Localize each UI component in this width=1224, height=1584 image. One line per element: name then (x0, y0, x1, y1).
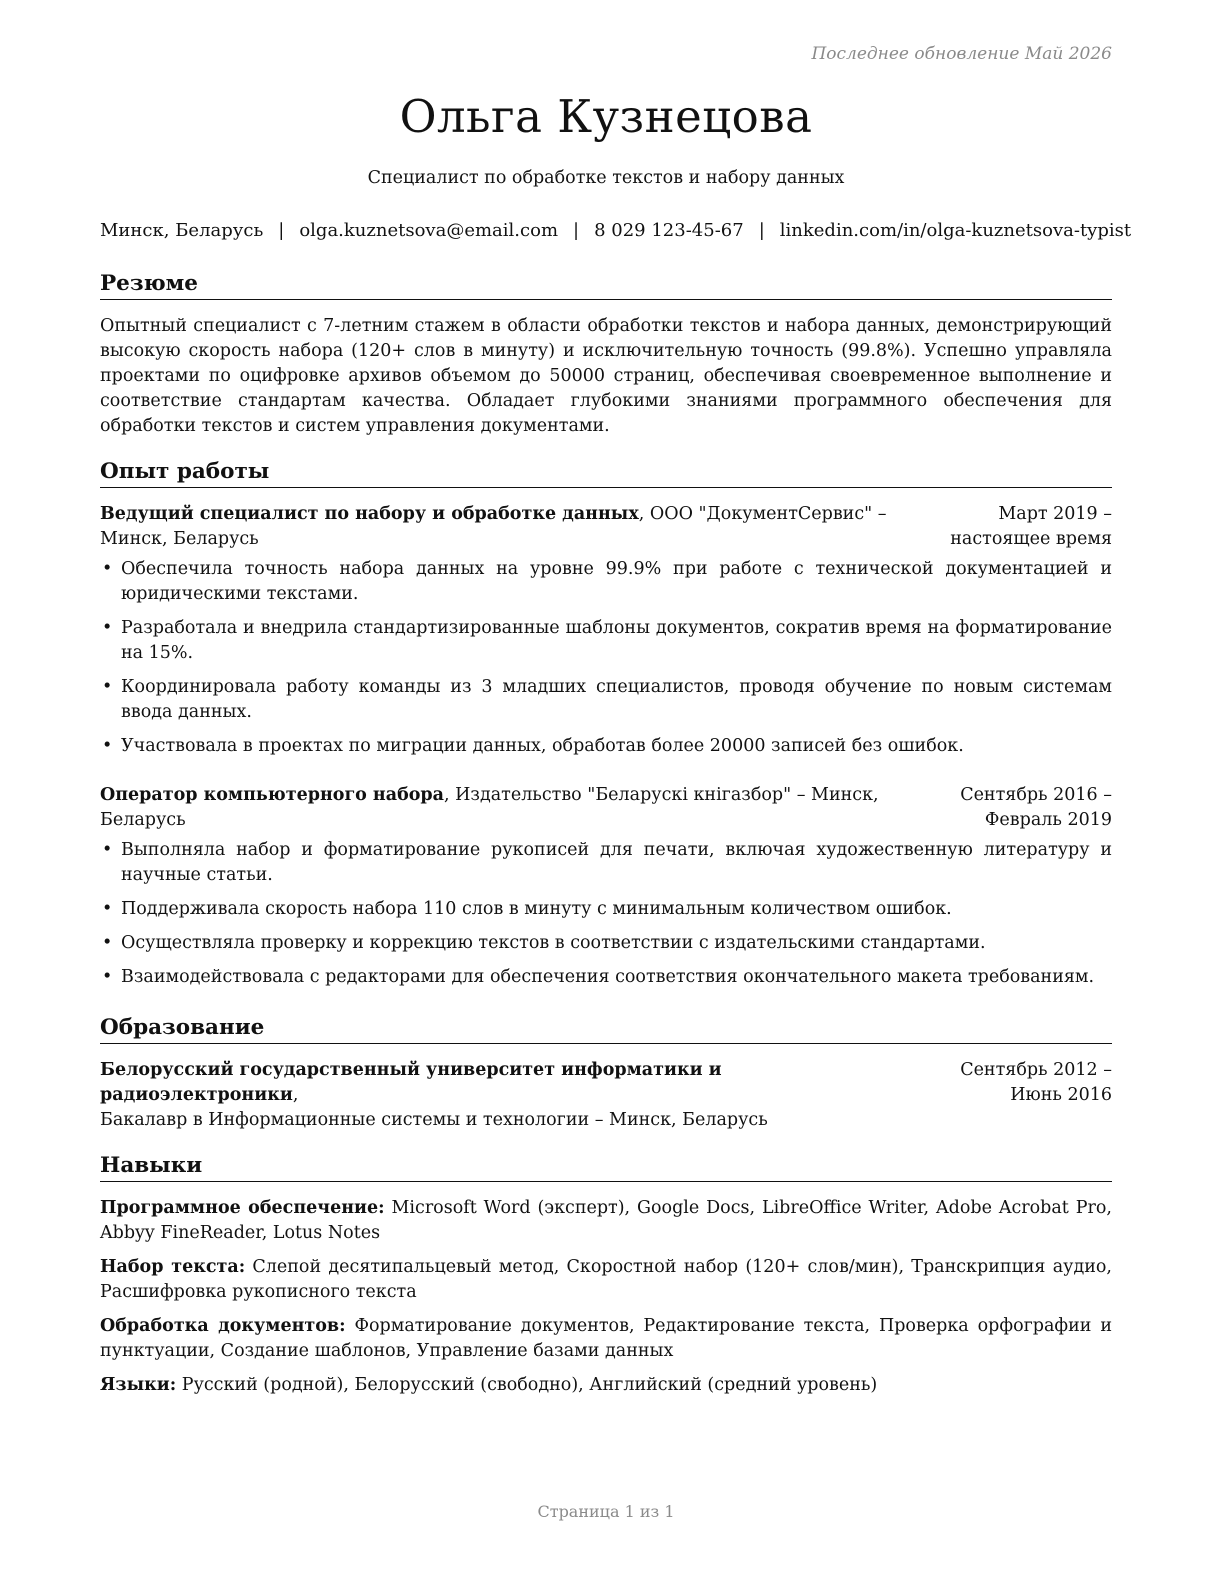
skill-row (100, 1314, 1112, 1364)
job-info (100, 783, 912, 833)
skill-row (100, 1255, 1112, 1305)
contact-separator: | (758, 220, 765, 241)
skill-label: Обработка документов: (100, 1316, 346, 1336)
contact-separator: | (573, 220, 580, 241)
skill-value: Слепой десятипальцевый метод, Скоростной набор (120+ слов/мин), Транскрипция аудио, Расшифровка рукописного текста (100, 1257, 1112, 1302)
job-location: Минск, Беларусь (100, 529, 259, 549)
skill-label: Языки: (100, 1375, 177, 1395)
education-degree: Бакалавр в Информационные системы и технологии – Минск, Беларусь (100, 1110, 768, 1130)
education-comma: , (292, 1085, 299, 1105)
education-entry (100, 1058, 1112, 1133)
page-number: Страница 1 из 1 (537, 1502, 675, 1521)
job-role: Ведущий специалист по набору и обработке данных (100, 504, 639, 524)
list-item: • Поддерживала скорость набора 110 слов в минуту с минимальным количеством ошибок. (100, 897, 1112, 922)
candidate-name: Ольга Кузнецова (399, 90, 813, 143)
job-header (100, 502, 1112, 552)
section-title-skills: Навыки (100, 1152, 1112, 1182)
job-location: Беларусь (100, 810, 186, 830)
list-item: • Участвовала в проектах по миграции данных, обработав более 20000 записей без ошибок. (100, 734, 1112, 759)
skill-row (100, 1373, 1112, 1398)
skill-label: Набор текста: (100, 1257, 246, 1277)
job-dates: Март 2019 – настоящее время (950, 504, 1112, 549)
contact-location: Минск, Беларусь (100, 220, 264, 241)
contact-phone: 8 029 123-45-67 (594, 220, 744, 241)
job-info (100, 502, 912, 552)
education-info (100, 1058, 912, 1133)
section-title-summary: Резюме (100, 270, 1112, 300)
job-role: Оператор компьютерного набора (100, 785, 445, 805)
contact-email[interactable]: olga.kuznetsova@email.com (299, 220, 559, 241)
skill-value: Форматирование документов, Редактирование текста, Проверка орфографии и пунктуации, Создание шаблонов, Управление базами данных (100, 1316, 1112, 1361)
list-item: • Выполняла набор и форматирование рукописей для печати, включая художественную литературу и научные статьи. (100, 838, 1112, 888)
last-updated: Последнее обновление Май 2026 (811, 44, 1112, 64)
contact-linkedin[interactable]: linkedin.com/in/olga-kuznetsova-typist (779, 220, 1132, 241)
contact-line (100, 220, 1132, 241)
job-company: , ООО "ДокументСервис" – (638, 504, 887, 524)
skill-label: Программное обеспечение: (100, 1198, 385, 1218)
education-school: Белорусский государственный университет информатики и радиоэлектроники (100, 1060, 722, 1105)
skill-value: Microsoft Word (эксперт), Google Docs, LibreOffice Writer, Adobe Acrobat Pro, Abbyy FineReader, Lotus Notes (100, 1198, 1112, 1243)
list-item: • Взаимодействовала с редакторами для обеспечения соответствия окончательного макета требованиям. (100, 965, 1112, 990)
candidate-title: Специалист по обработке текстов и набору данных (367, 168, 845, 188)
job-bullets (100, 838, 1112, 990)
job-bullets (100, 557, 1112, 759)
education-dates: Сентябрь 2012 – Июнь 2016 (960, 1060, 1112, 1105)
list-item: • Координировала работу команды из 3 младших специалистов, проводя обучение по новым системам ввода данных. (100, 675, 1112, 725)
list-item: • Обеспечила точность набора данных на уровне 99.9% при работе с технической документацией и юридическими текстами. (100, 557, 1112, 607)
section-title-experience: Опыт работы (100, 458, 1112, 488)
summary-text: Опытный специалист с 7-летним стажем в области обработки текстов и набора данных, демонстрирующий высокую скорость набора (120+ слов в минуту) и исключительную точность (99.8%). Успешно управляла проектами по оцифровке архивов объемом до 50000 страниц, обеспечивая своевременное выполнение и соответствие стандартам качества. Обладает глубокими знаниями программного обеспечения для обработки текстов и систем управления документами. (100, 316, 1112, 436)
job-dates: Сентябрь 2016 – Февраль 2019 (960, 785, 1112, 830)
contact-separator: | (278, 220, 285, 241)
resume-body (100, 270, 1112, 1407)
job-entry (100, 783, 1112, 990)
job-entry (100, 502, 1112, 759)
job-header (100, 783, 1112, 833)
skill-value: Русский (родной), Белорусский (свободно), Английский (средний уровень) (176, 1375, 878, 1395)
section-title-education: Образование (100, 1014, 1112, 1044)
skill-row (100, 1196, 1112, 1246)
list-item: • Осуществляла проверку и коррекцию текстов в соответствии с издательскими стандартами. (100, 931, 1112, 956)
job-company: , Издательство "Беларускі кнігазбор" – Минск, (444, 785, 879, 805)
list-item: • Разработала и внедрила стандартизированные шаблоны документов, сократив время на форматирование на 15%. (100, 616, 1112, 666)
